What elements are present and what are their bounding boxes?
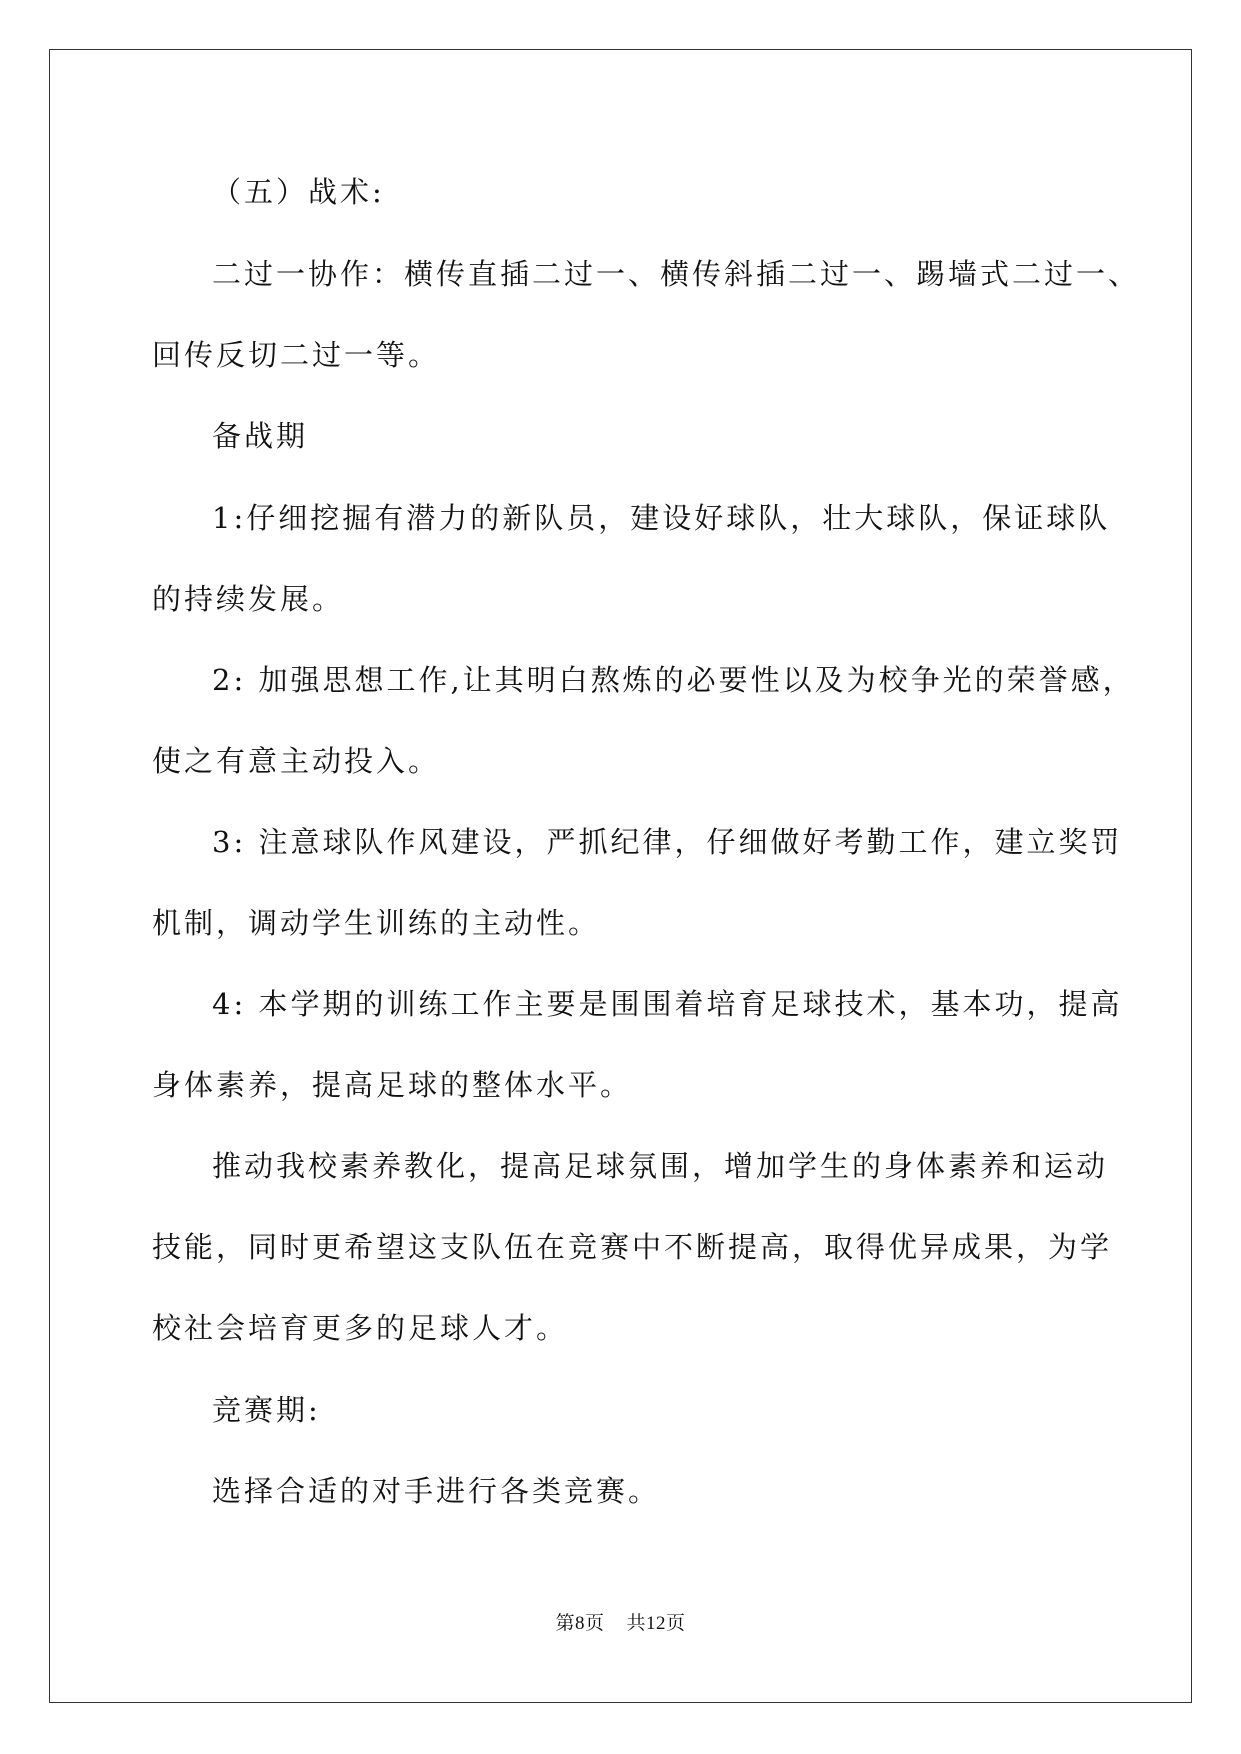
paragraph-line: 选择合适的对手进行各类竞赛。 bbox=[212, 1474, 661, 1508]
total-label-prefix: 共 bbox=[626, 1612, 647, 1634]
paragraph-line: 的持续发展。 bbox=[152, 582, 345, 616]
paragraph-line: 4: 本学期的训练工作主要是围围着培育足球技术，基本功，提高 bbox=[212, 987, 1123, 1021]
subheading: 备战期 bbox=[212, 419, 309, 453]
page-label-prefix: 第 bbox=[555, 1612, 575, 1634]
paragraph-line: 校社会培育更多的足球人才。 bbox=[152, 1311, 569, 1345]
paragraph-line: 3: 注意球队作风建设，严抓纪律，仔细做好考勤工作，建立奖罚 bbox=[212, 825, 1123, 859]
page-footer bbox=[0, 1611, 1241, 1636]
paragraph-line: 使之有意主动投入。 bbox=[152, 744, 441, 778]
total-pages: 12 bbox=[646, 1613, 667, 1634]
page-border bbox=[49, 49, 1192, 1703]
page-label-suffix: 页 bbox=[584, 1612, 605, 1634]
subheading: 竞赛期: bbox=[212, 1393, 321, 1427]
page-number: 8 bbox=[574, 1613, 585, 1634]
total-label-suffix: 页 bbox=[666, 1612, 686, 1634]
paragraph-line: 回传反切二过一等。 bbox=[152, 338, 441, 372]
paragraph-line: 二过一协作：横传直插二过一、横传斜插二过一、踢墙式二过一、 bbox=[212, 257, 1141, 291]
paragraph-line: 2: 加强思想工作,让其明白熬炼的必要性以及为校争光的荣誉感， bbox=[212, 663, 1135, 697]
section-heading: （五）战术: bbox=[212, 175, 385, 209]
paragraph-line: 1:仔细挖掘有潜力的新队员，建设好球队，壮大球队，保证球队 bbox=[212, 501, 1111, 535]
paragraph-line: 技能，同时更希望这支队伍在竞赛中不断提高，取得优异成果，为学 bbox=[152, 1230, 1113, 1264]
paragraph-line: 身体素养，提高足球的整体水平。 bbox=[152, 1068, 633, 1102]
paragraph-line: 推动我校素养教化，提高足球氛围，增加学生的身体素养和运动 bbox=[212, 1149, 1109, 1183]
paragraph-line: 机制，调动学生训练的主动性。 bbox=[152, 906, 601, 940]
